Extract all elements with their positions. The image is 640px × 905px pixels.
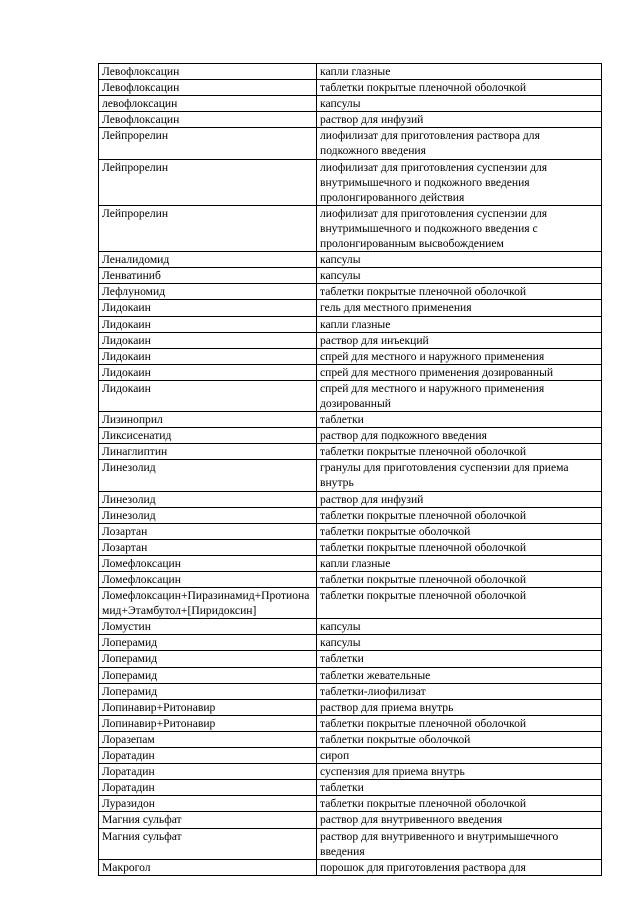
table-row xyxy=(99,555,602,571)
table-row xyxy=(99,683,602,699)
dosage-form-cell: капсулы xyxy=(317,635,602,651)
table-row xyxy=(99,332,602,348)
table-row xyxy=(99,316,602,332)
dosage-form-cell: таблетки покрытые пленочной оболочкой xyxy=(317,539,602,555)
drug-name-cell: Линаглиптин xyxy=(99,444,317,460)
drug-name-cell: Лидокаин xyxy=(99,364,317,380)
dosage-form-cell: лиофилизат для приготовления суспензии для внутримышечного и подкожного введения с пролонгированным высвобождением xyxy=(317,205,602,251)
drug-name-cell: Лозартан xyxy=(99,539,317,555)
dosage-form-cell: таблетки xyxy=(317,651,602,667)
dosage-form-cell: раствор для подкожного введения xyxy=(317,428,602,444)
table-row xyxy=(99,619,602,635)
drug-name-cell: Ломефлоксацин+Пиразинамид+Протионамид+Этамбутол+[Пиридоксин] xyxy=(99,588,317,619)
dosage-form-cell: таблетки-лиофилизат xyxy=(317,683,602,699)
dosage-form-cell: таблетки покрытые пленочной оболочкой xyxy=(317,80,602,96)
dosage-form-cell: таблетки покрытые пленочной оболочкой xyxy=(317,796,602,812)
table-row xyxy=(99,715,602,731)
drug-name-cell: Линезолид xyxy=(99,460,317,491)
table-row xyxy=(99,828,602,859)
dosage-form-cell: таблетки покрытые пленочной оболочкой xyxy=(317,588,602,619)
drug-name-cell: Лефлуномид xyxy=(99,284,317,300)
drug-name-cell: Ленватиниб xyxy=(99,268,317,284)
table-row xyxy=(99,112,602,128)
table-row xyxy=(99,539,602,555)
table-row xyxy=(99,731,602,747)
table-row xyxy=(99,300,602,316)
drug-name-cell: левофлоксацин xyxy=(99,96,317,112)
dosage-form-cell: таблетки покрытые пленочной оболочкой xyxy=(317,507,602,523)
dosage-form-cell: капсулы xyxy=(317,268,602,284)
dosage-form-cell: раствор для инъекций xyxy=(317,332,602,348)
table-row xyxy=(99,588,602,619)
dosage-form-cell: таблетки покрытые пленочной оболочкой xyxy=(317,572,602,588)
dosage-form-cell: таблетки xyxy=(317,780,602,796)
drug-name-cell: Лейпрорелин xyxy=(99,128,317,159)
dosage-form-cell: таблетки покрытые пленочной оболочкой xyxy=(317,444,602,460)
drug-name-cell: Лоратадин xyxy=(99,748,317,764)
dosage-form-cell: раствор для внутривенного введения xyxy=(317,812,602,828)
drug-name-cell: Левофлоксацин xyxy=(99,112,317,128)
drug-name-cell: Лоратадин xyxy=(99,780,317,796)
drug-name-cell: Лейпрорелин xyxy=(99,205,317,251)
drug-name-cell: Левофлоксацин xyxy=(99,64,317,80)
dosage-form-cell: сироп xyxy=(317,748,602,764)
drug-name-cell: Луразидон xyxy=(99,796,317,812)
table-row xyxy=(99,859,602,875)
dosage-form-cell: капли глазные xyxy=(317,555,602,571)
drug-name-cell: Ликсисенатид xyxy=(99,428,317,444)
drug-name-cell: Магния сульфат xyxy=(99,828,317,859)
table-row xyxy=(99,796,602,812)
table-row xyxy=(99,128,602,159)
dosage-form-cell: порошок для приготовления раствора для xyxy=(317,859,602,875)
drug-name-cell: Лопинавир+Ритонавир xyxy=(99,715,317,731)
dosage-form-cell: таблетки покрытые пленочной оболочкой xyxy=(317,715,602,731)
drug-name-cell: Лидокаин xyxy=(99,348,317,364)
drug-name-cell: Лоразепам xyxy=(99,731,317,747)
drug-name-cell: Ломефлоксацин xyxy=(99,555,317,571)
dosage-form-cell: таблетки xyxy=(317,412,602,428)
dosage-form-cell: гель для местного применения xyxy=(317,300,602,316)
dosage-form-cell: таблетки покрытые оболочкой xyxy=(317,731,602,747)
drug-name-cell: Лидокаин xyxy=(99,300,317,316)
dosage-form-cell: лиофилизат для приготовления раствора для подкожного введения xyxy=(317,128,602,159)
table-row xyxy=(99,572,602,588)
table-row xyxy=(99,205,602,251)
table-row xyxy=(99,491,602,507)
dosage-form-cell: таблетки покрытые пленочной оболочкой xyxy=(317,284,602,300)
table-row xyxy=(99,444,602,460)
drug-name-cell: Лидокаин xyxy=(99,316,317,332)
drug-name-cell: Линезолид xyxy=(99,491,317,507)
dosage-form-cell: капли глазные xyxy=(317,316,602,332)
table-row xyxy=(99,651,602,667)
table-row xyxy=(99,748,602,764)
dosage-form-cell: капсулы xyxy=(317,96,602,112)
dosage-form-cell: спрей для местного и наружного применения xyxy=(317,348,602,364)
table-row xyxy=(99,812,602,828)
dosage-form-cell: спрей для местного и наружного применения дозированный xyxy=(317,380,602,411)
drug-name-cell: Линезолид xyxy=(99,507,317,523)
drug-name-cell: Лоперамид xyxy=(99,651,317,667)
drug-name-cell: Магния сульфат xyxy=(99,812,317,828)
dosage-form-cell: раствор для приема внутрь xyxy=(317,699,602,715)
drug-name-cell: Лоперамид xyxy=(99,635,317,651)
table-row xyxy=(99,159,602,205)
drug-name-cell: Лоперамид xyxy=(99,667,317,683)
table-row xyxy=(99,507,602,523)
dosage-form-cell: раствор для внутривенного и внутримышечного введения xyxy=(317,828,602,859)
drug-name-cell: Лоперамид xyxy=(99,683,317,699)
drug-name-cell: Лейпрорелин xyxy=(99,159,317,205)
drug-name-cell: Лозартан xyxy=(99,523,317,539)
drug-name-cell: Лидокаин xyxy=(99,380,317,411)
table-row xyxy=(99,428,602,444)
table-row xyxy=(99,64,602,80)
table-row xyxy=(99,699,602,715)
table-row xyxy=(99,523,602,539)
drug-name-cell: Лизиноприл xyxy=(99,412,317,428)
table-row xyxy=(99,460,602,491)
table-row xyxy=(99,252,602,268)
table-row xyxy=(99,348,602,364)
drug-name-cell: Леналидомид xyxy=(99,252,317,268)
dosage-form-cell: суспензия для приема внутрь xyxy=(317,764,602,780)
drug-name-cell: Левофлоксацин xyxy=(99,80,317,96)
dosage-form-cell: капсулы xyxy=(317,619,602,635)
table-row xyxy=(99,364,602,380)
dosage-form-cell: капсулы xyxy=(317,252,602,268)
table-body xyxy=(99,64,602,876)
table-row xyxy=(99,268,602,284)
drug-name-cell: Ломефлоксацин xyxy=(99,572,317,588)
table-row xyxy=(99,284,602,300)
table-row xyxy=(99,635,602,651)
dosage-form-cell: лиофилизат для приготовления суспензии для внутримышечного и подкожного введения пролонгированного действия xyxy=(317,159,602,205)
drug-name-cell: Ломустин xyxy=(99,619,317,635)
table-row xyxy=(99,80,602,96)
dosage-form-cell: капли глазные xyxy=(317,64,602,80)
table-row xyxy=(99,780,602,796)
drug-form-table xyxy=(98,63,602,876)
dosage-form-cell: гранулы для приготовления суспензии для приема внутрь xyxy=(317,460,602,491)
drug-name-cell: Лопинавир+Ритонавир xyxy=(99,699,317,715)
table-row xyxy=(99,96,602,112)
table-row xyxy=(99,380,602,411)
dosage-form-cell: раствор для инфузий xyxy=(317,112,602,128)
table-row xyxy=(99,412,602,428)
table-row xyxy=(99,764,602,780)
drug-name-cell: Макрогол xyxy=(99,859,317,875)
drug-name-cell: Лоратадин xyxy=(99,764,317,780)
drug-name-cell: Лидокаин xyxy=(99,332,317,348)
dosage-form-cell: таблетки жевательные xyxy=(317,667,602,683)
dosage-form-cell: таблетки покрытые оболочкой xyxy=(317,523,602,539)
table-row xyxy=(99,667,602,683)
dosage-form-cell: спрей для местного применения дозированный xyxy=(317,364,602,380)
dosage-form-cell: раствор для инфузий xyxy=(317,491,602,507)
